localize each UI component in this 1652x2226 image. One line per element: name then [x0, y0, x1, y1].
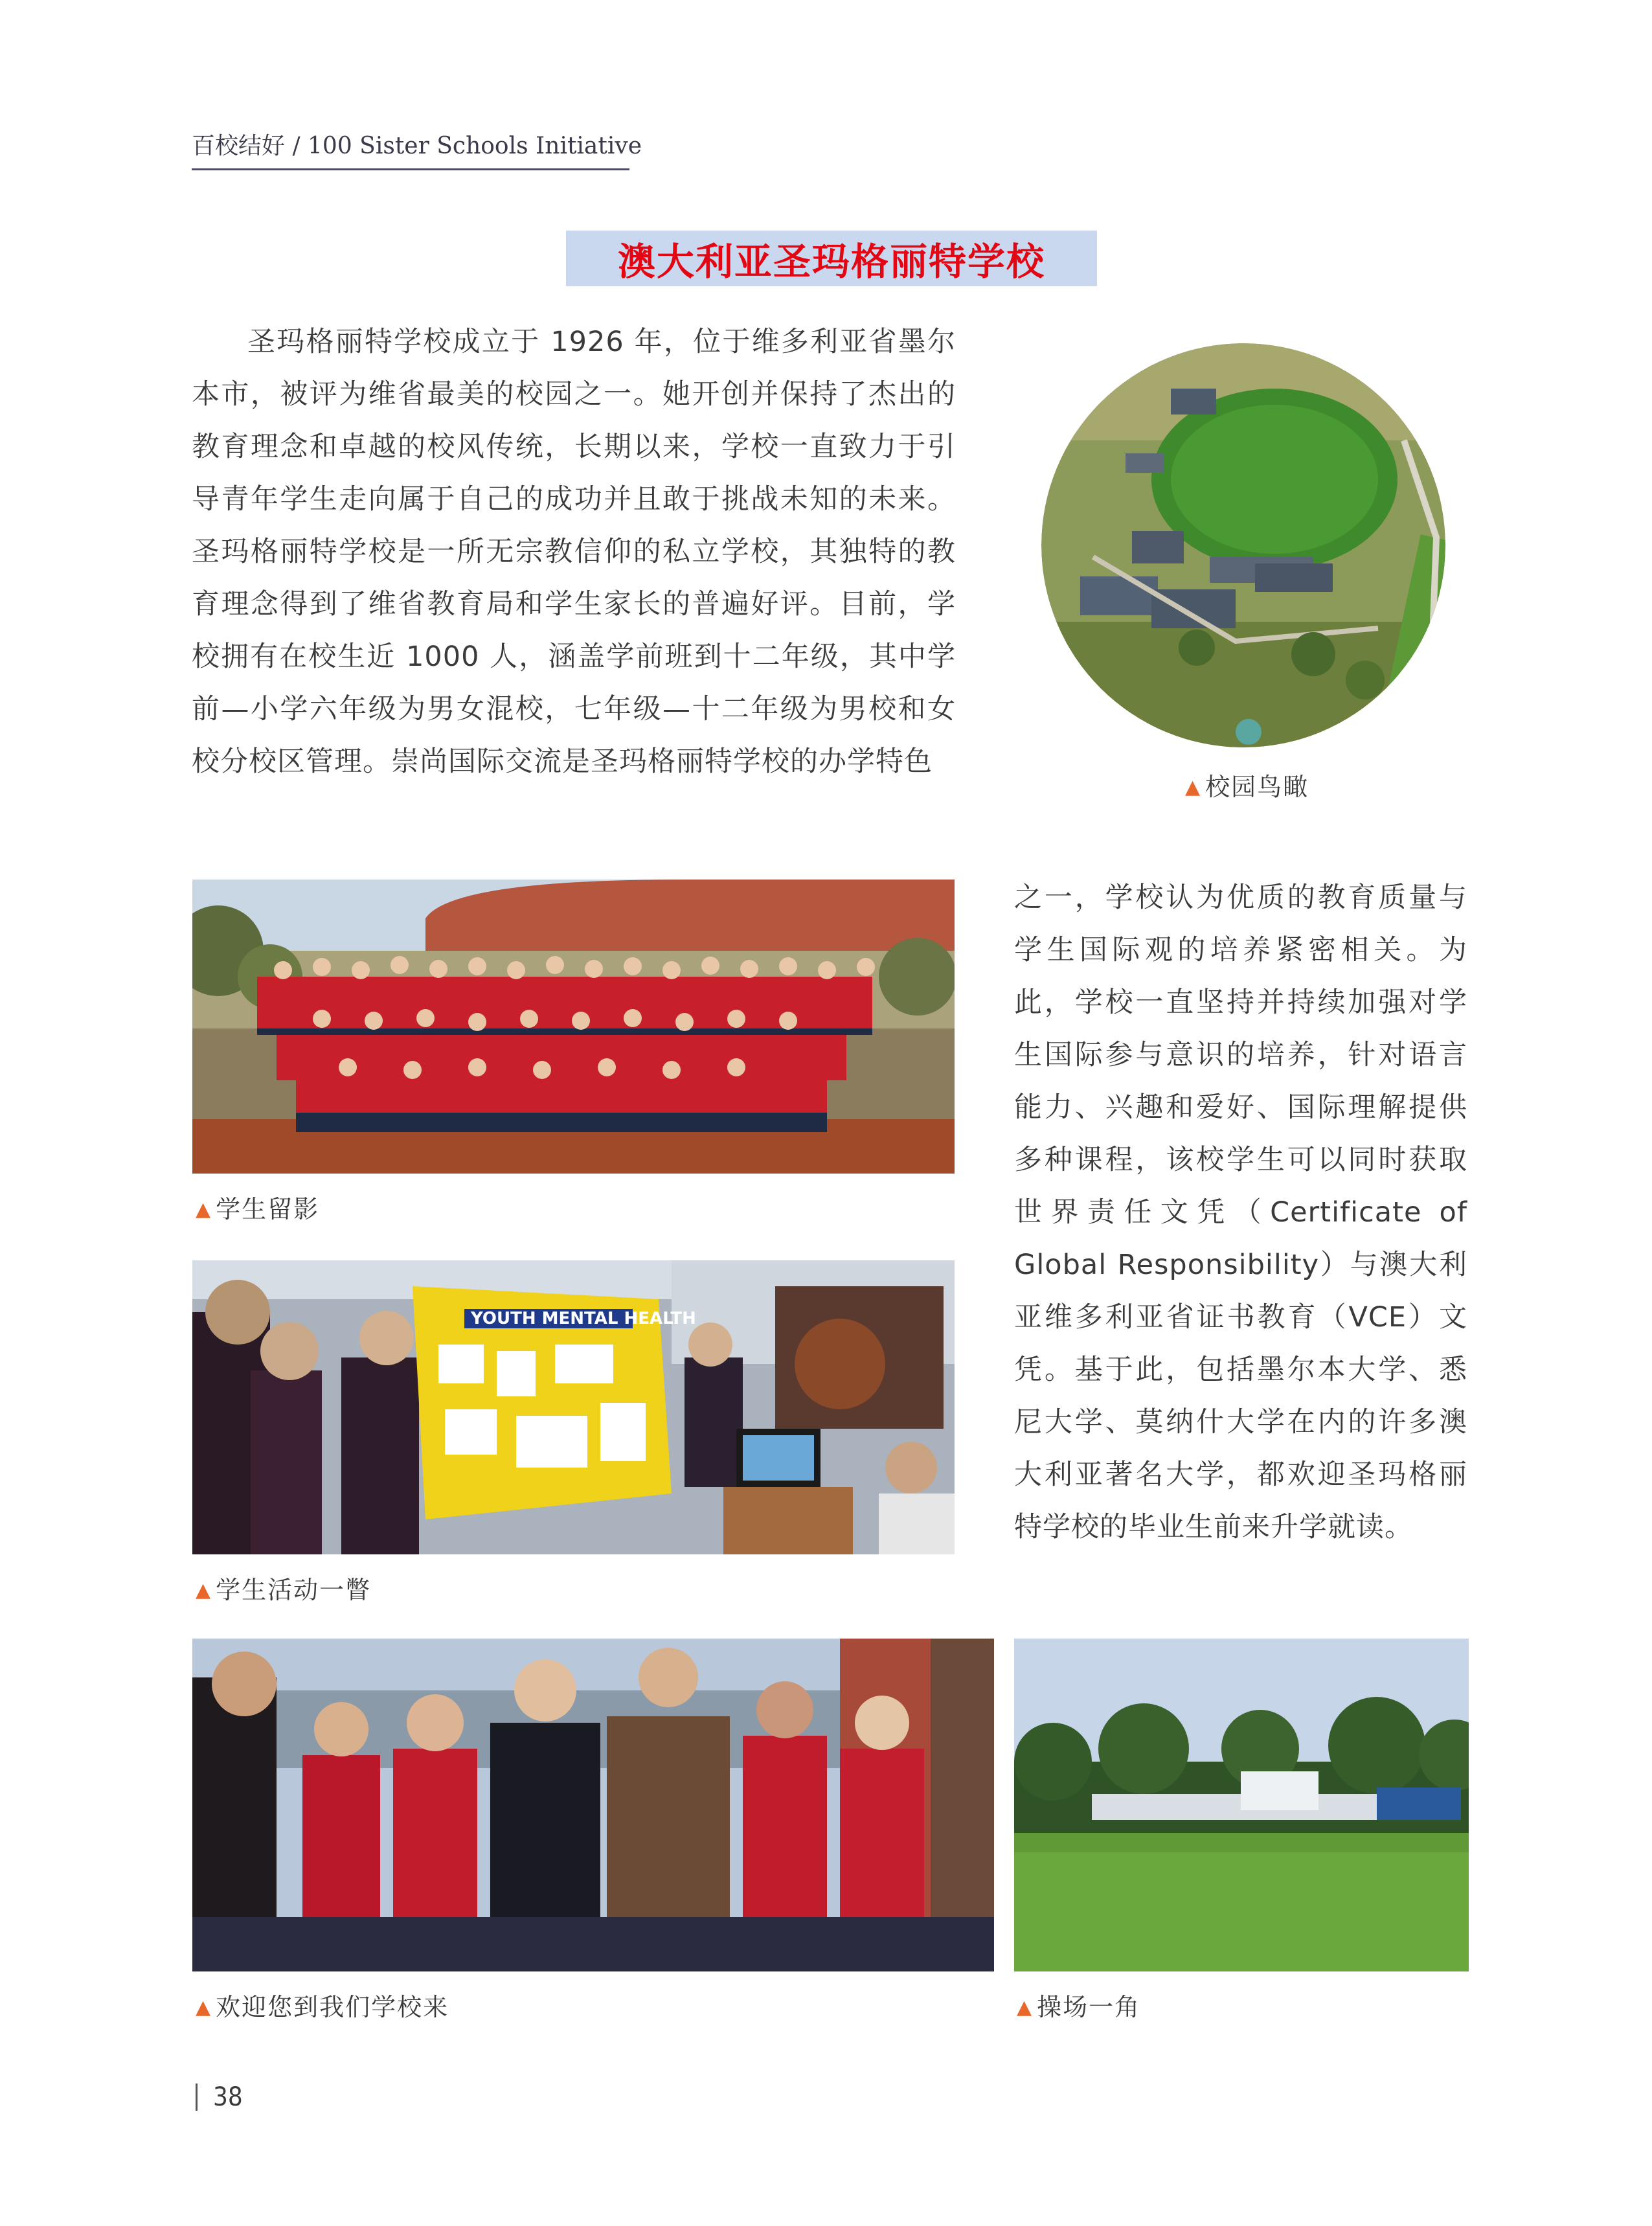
caption-marker-icon: ▲ [196, 1996, 212, 2019]
welcome-photo-illustration [192, 1639, 994, 1971]
article-title: 澳大利亚圣玛格丽特学校 [617, 240, 1045, 284]
caption-marker-icon: ▲ [196, 1198, 212, 1221]
caption-welcome: ▲ 欢迎您到我们学校来 [196, 1993, 449, 2021]
caption-marker-icon: ▲ [1017, 1996, 1034, 2019]
page-number-divider [196, 2084, 198, 2111]
aerial-campus-photo [1041, 343, 1445, 747]
caption-activity: ▲ 学生活动一瞥 [196, 1576, 372, 1604]
aerial-campus-illustration [1041, 343, 1445, 747]
student-activity-photo [192, 1260, 955, 1554]
page-number [196, 2079, 243, 2115]
article-paragraph-2: 之一，学校认为优质的教育质量与学生国际观的培养紧密相关。为此，学校一直坚持并持续加强对学生国际参与意识的培养，针对语言能力、兴趣和爱好、国际理解提供多种课程，该校学生可以同时获取世界责任文凭（Certificate of Global Responsibility）与澳大利亚维多利亚省证书教育（VCE）文凭。基于此，包括墨尔本大学、悉尼大学、莫纳什大学在内的许多澳大利亚著名大学，都欢迎圣玛格丽特学校的毕业生前来升学就读。 [1014, 881, 1467, 1543]
caption-field: ▲ 操场一角 [1017, 1993, 1141, 2021]
student-group-photo [192, 880, 955, 1174]
welcome-photo [192, 1639, 994, 1971]
running-header: 百校结好 / 100 Sister Schools Initiative [192, 127, 629, 170]
article-title-box [566, 231, 1097, 286]
group-photo-illustration [192, 880, 955, 1174]
sports-field-photo [1014, 1639, 1469, 1971]
article-paragraph-1: 圣玛格丽特学校成立于 1926 年，位于维多利亚省墨尔本市，被评为维省最美的校园之一。她开创并保持了杰出的教育理念和卓越的校风传统，长期以来，学校一直致力于引导青年学生走向属于自己的成功并且敢于挑战未知的未来。圣玛格丽特学校是一所无宗教信仰的私立学校，其独特的教育理念得到了维省教育局和学生家长的普遍好评。目前，学校拥有在校生近 1000 人，涵盖学前班到十二年级，其中学前—小学六年级为男女混校，七年级—十二年级为男校和女校分校区管理。崇尚国际交流是圣玛格丽特学校的办学特色 [192, 326, 956, 778]
caption-marker-icon: ▲ [1185, 776, 1202, 799]
field-photo-illustration [1014, 1639, 1469, 1971]
page-number-text: 38 [213, 2082, 243, 2112]
caption-aerial: ▲ 校园鸟瞰 [1185, 773, 1309, 801]
caption-marker-icon: ▲ [196, 1579, 212, 1602]
poster-title: YOUTH MENTAL HEALTH [471, 1309, 696, 1328]
activity-photo-illustration [192, 1260, 955, 1554]
caption-group-photo: ▲ 学生留影 [196, 1195, 320, 1223]
